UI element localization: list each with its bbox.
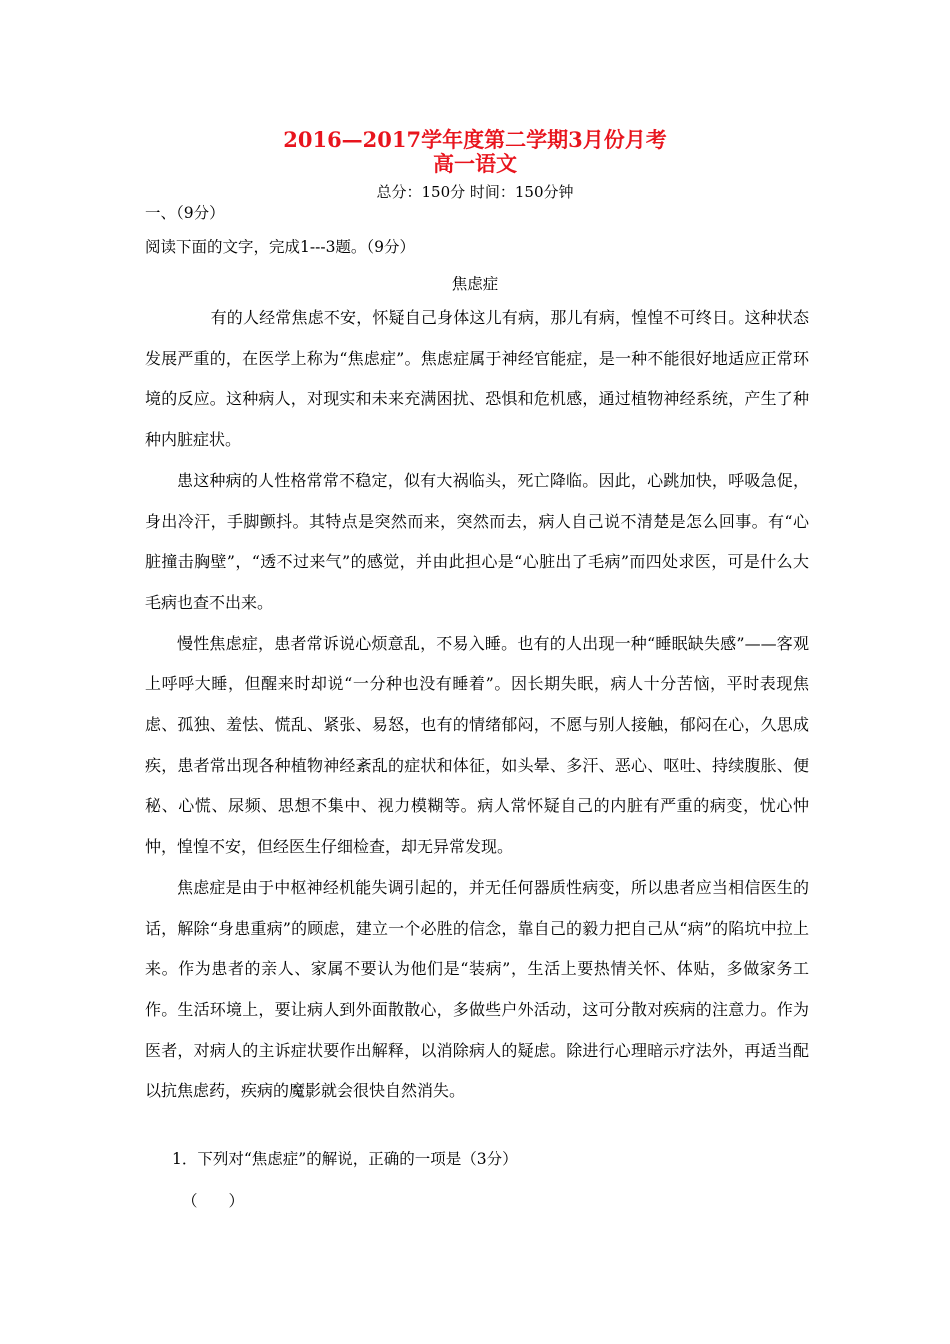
article-body	[145, 298, 809, 1112]
exam-meta: 总分：150分 时间：150分钟	[376, 183, 574, 201]
article-paragraph: 有的人经常焦虑不安，怀疑自己身体这儿有病，那儿有病，惶惶不可终日。这种状态发展严重的，在医学上称为“焦虑症”。焦虑症属于神经官能症，是一种不能很好地适应正常环境的反应。这种病人，对现实和未来充满困扰、恐惧和危机感，通过植物神经系统，产生了种种内脏症状。	[145, 308, 809, 450]
article-paragraph: 患这种病的人性格常常不稳定，似有大祸临头，死亡降临。因此，心跳加快，呼吸急促，身出冷汗，手脚颤抖。其特点是突然而来，突然而去，病人自己说不清楚是怎么回事。有“心脏撞击胸壁”，“透不过来气”的感觉，并由此担心是“心脏出了毛病”而四处求医，可是什么大毛病也查不出来。	[145, 470, 809, 612]
section-instruction: 阅读下面的文字，完成1---3题。（9分）	[145, 238, 416, 256]
exam-subject: 高一语文	[433, 151, 517, 176]
answer-blank: （ ）	[182, 1192, 245, 1210]
exam-title: 2016—2017学年度第二学期3月份月考	[283, 127, 667, 152]
article-paragraph: 焦虑症是由于中枢神经机能失调引起的，并无任何器质性病变，所以患者应当相信医生的话，解除“身患重病”的顾虑，建立一个必胜的信念，靠自己的毅力把自己从“病”的陷坑中拉上来。作为患者的亲人、家属不要认为他们是“装病”，生活上要热情关怀、体贴，多做家务工作。生活环境上，要让病人到外面散散心，多做些户外活动，这可分散对疾病的注意力。作为医者，对病人的主诉症状要作出解释，以消除病人的疑虑。除进行心理暗示疗法外，再适当配以抗焦虑药，疾病的魔影就会很快自然消失。	[145, 877, 809, 1101]
article-paragraph: 慢性焦虑症，患者常诉说心烦意乱，不易入睡。也有的人出现一种“睡眠缺失感”——客观上呼呼大睡，但醒来时却说“一分种也没有睡着”。因长期失眠，病人十分苦恼，平时表现焦虑、孤独、羞怯、慌乱、紧张、易怒，也有的情绪郁闷，不愿与别人接触，郁闷在心，久思成疾，患者常出现各种植物神经紊乱的症状和体征，如头晕、多汗、恶心、呕吐、持续腹胀、便秘、心慌、尿频、思想不集中、视力模糊等。病人常怀疑自己的内脏有严重的病变，忧心忡忡，惶惶不安，但经医生仔细检查，却无异常发现。	[145, 633, 809, 857]
section-heading: 一、（9分）	[145, 204, 225, 222]
question-1: 1．下列对“焦虑症”的解说，正确的一项是（3分）	[172, 1150, 518, 1168]
article-title: 焦虑症	[451, 275, 499, 293]
